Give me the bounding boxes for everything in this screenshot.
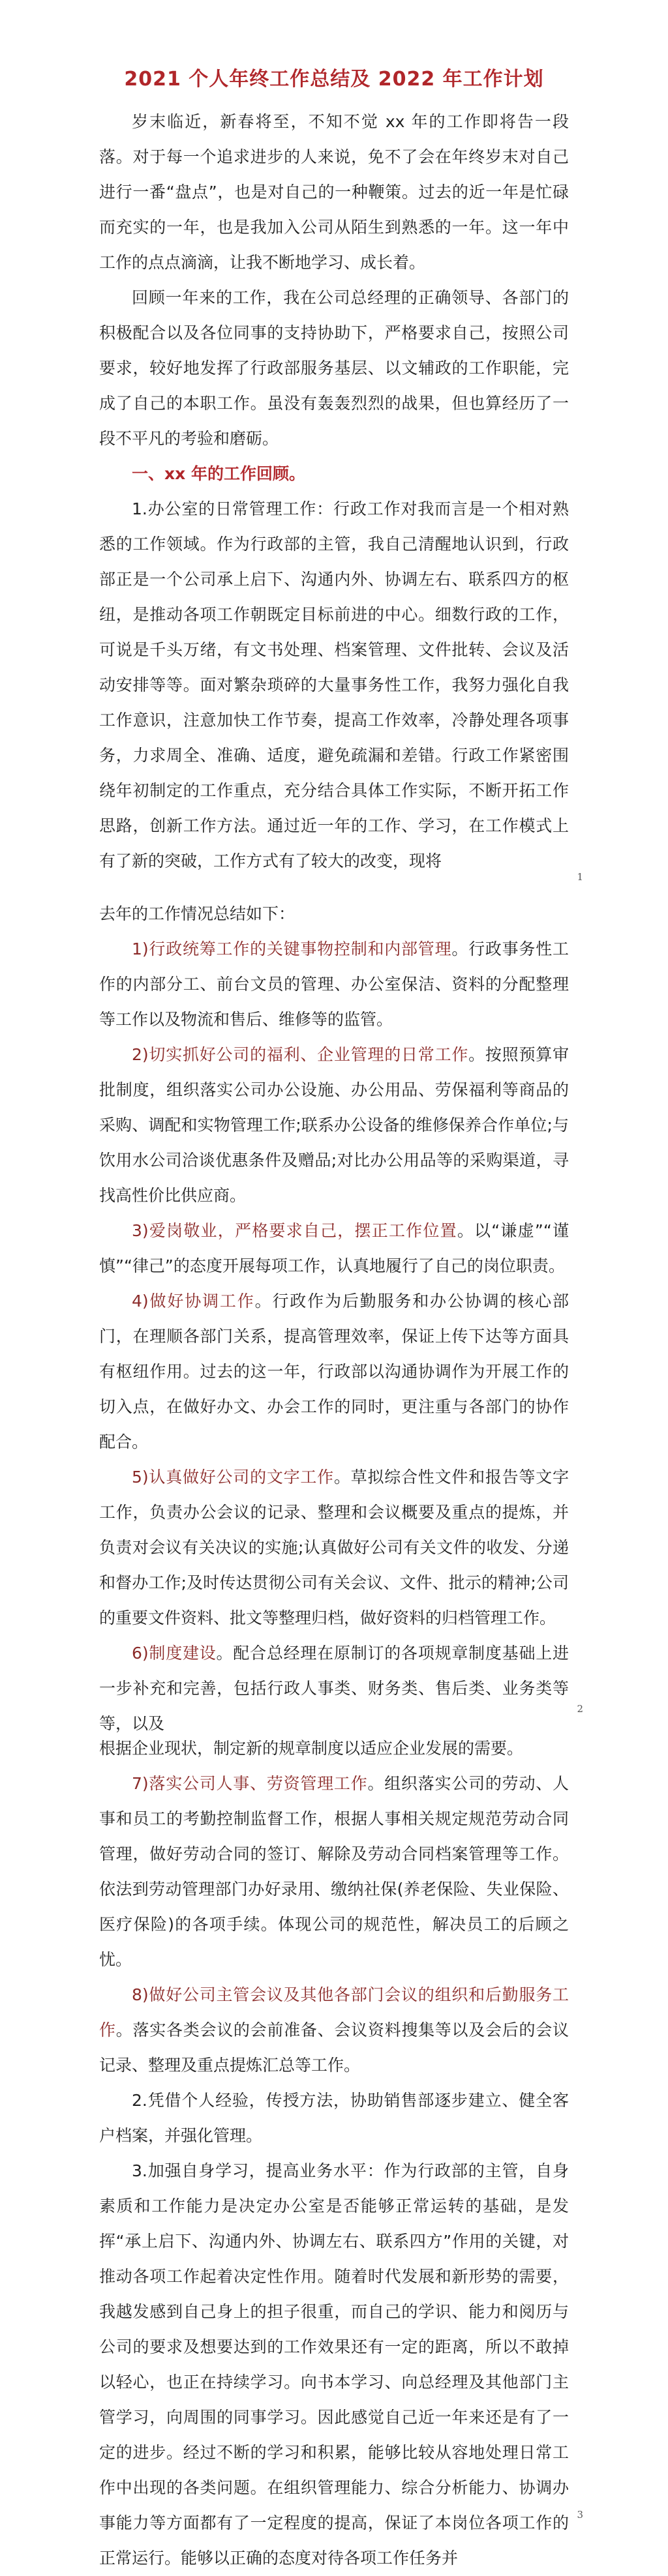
subitem-7-text: 。组织落实公司的劳动、人事和员工的考勤控制监督工作，根据人事相关规定规范劳动合同管理，做好劳动合同的签订、解除及劳动合同档案管理等工作。依法到劳动管理部门办好录用、缴纳社保(养老保险、失业保险、医疗保险)的各项手续。体现公司的规范性，解决员工的后顾之忧。 (99, 1774, 569, 1969)
subitem-8-label: 8)做好公司主管会议及其他各部门会议的组织和后勤服务工作 (99, 1985, 569, 2039)
page-1-body (99, 104, 569, 879)
item-1-paragraph: 1.办公室的日常管理工作：行政工作对我而言是一个相对熟悉的工作领域。作为行政部的主管，我自己清醒地认识到，行政部正是一个公司承上启下、沟通内外、协调左右、联系四方的枢纽，是推动各项工作朝既定目标前进的中心。细数行政的工作，可说是千头万绪，有文书处理、档案管理、文件批转、会议及活动安排等等。面对繁杂琐碎的大量事务性工作，我努力强化自我工作意识，注意加快工作节奏，提高工作效率，冷静处理各项事务，力求周全、准确、适度，避免疏漏和差错。行政工作紧密围绕年初制定的工作重点，充分结合具体工作实际，不断开拓工作思路，创新工作方法。通过近一年的工作、学习，在工作模式上有了新的突破，工作方式有了较大的改变，现将 (99, 499, 569, 870)
item-2-paragraph: 2.凭借个人经验，传授方法，协助销售部逐步建立、健全客户档案，并强化管理。 (99, 2091, 569, 2145)
subitem-8-text: 。落实各类会议的会前准备、会议资料搜集等以及会后的会议记录、整理及重点提炼汇总等工作。 (99, 2021, 569, 2075)
subitem-6-label: 6)制度建设 (132, 1644, 217, 1663)
subitem-2 (99, 1037, 569, 1213)
subitem-4 (99, 1284, 569, 1460)
item-3-paragraph: 3.加强自身学习，提高业务水平：作为行政部的主管，自身素质和工作能力是决定办公室是否能够正常运转的基础，是发挥“承上启下、沟通内外、协调左右、联系四方”作用的关键，对推动各项工作起着决定性作用。随着时代发展和新形势的需要，我越发感到自己身上的担子很重，而自己的学识、能力和阅历与公司的要求及想要达到的工作效果还有一定的距离，所以不敢掉以轻心，也正在持续学习。向书本学习、向总经理及其他部门主管学习，向周围的同事学习。因此感觉自己近一年来还是有了一定的进步。经过不断的学习和积累，能够比较从容地处理日常工作中出现的各类问题。在组织管理能力、综合分析能力、协调办事能力等方面都有了一定程度的提高，保证了本岗位各项工作的正常运行。能够以正确的态度对待各项工作任务并 (99, 2161, 569, 2568)
page-number-1: 1 (577, 871, 583, 883)
subitem-1 (99, 932, 569, 1037)
subitem-1-label: 1)行政统筹工作的关键事物控制和内部管理 (132, 940, 452, 958)
subitem-5-text: 。草拟综合性文件和报告等文字工作，负责办公会议的记录、整理和会议概要及重点的提炼，并负责对会议有关决议的实施;认真做好公司有关文件的收发、分递和督办工作;及时传达贯彻公司有关会议、文件、批示的精神;公司的重要文件资料、批文等整理归档，做好资料的归档管理工作。 (99, 1468, 569, 1627)
page-2-lead: 去年的工作情况总结如下： (99, 904, 296, 923)
section-1-heading: 一、xx 年的工作回顾。 (132, 464, 305, 483)
page-3-body (99, 1731, 569, 2576)
subitem-2-label: 2)切实抓好公司的福利、企业管理的日常工作 (132, 1045, 469, 1064)
intro-paragraph-1: 岁末临近，新春将至，不知不觉 xx 年的工作即将告一段落。对于每一个追求进步的人来说，免不了会在年终岁末对自己进行一番“盘点”，也是对自己的一种鞭策。过去的近一年是忙碌而充实的一年，也是我加入公司从陌生到熟悉的一年。这一年中工作的点点滴滴，让我不断地学习、成长着。 (99, 112, 569, 272)
subitem-2-text: 。按照预算审批制度，组织落实公司办公设施、办公用品、劳保福利等商品的采购、调配和实物管理工作;联系办公设备的维修保养合作单位;与饮用水公司洽谈优惠条件及赠品;对比办公用品等的采购渠道，寻找高性价比供应商。 (99, 1045, 569, 1205)
subitem-3 (99, 1213, 569, 1284)
subitem-5-label: 5)认真做好公司的文字工作 (132, 1468, 334, 1487)
page-number-2: 2 (577, 1703, 583, 1715)
subitem-4-text: 。行政作为后勤服务和办公协调的核心部门，在理顺各部门关系，提高管理效率，保证上传下达等方面具有枢纽作用。过去的这一年，行政部以沟通协调作为开展工作的切入点，在做好办文、办会工作的同时，更注重与各部门的协作配合。 (99, 1292, 569, 1451)
page-3-lead: 根据企业现状，制定新的规章制度以适应企业发展的需要。 (99, 1739, 524, 1758)
subitem-7-label: 7)落实公司人事、劳资管理工作 (132, 1774, 368, 1793)
subitem-8 (99, 1977, 569, 2083)
document-title: 2021 个人年终工作总结及 2022 年工作计划 (124, 68, 544, 91)
subitem-5 (99, 1460, 569, 1636)
subitem-6 (99, 1636, 569, 1741)
subitem-1-text: 。行政事务性工作的内部分工、前台文员的管理、办公室保洁、资料的分配整理等工作以及物流和售后、维修等的监管。 (99, 940, 569, 1029)
page-2-body (99, 896, 569, 1741)
subitem-4-label: 4)做好协调工作 (132, 1292, 255, 1310)
subitem-6-text: 。配合总经理在原制订的各项规章制度基础上进一步补充和完善，包括行政人事类、财务类、售后类、业务类等等，以及 (99, 1644, 569, 1733)
subitem-3-text: 。以“谦虚”“谨慎”“律己”的态度开展每项工作，认真地履行了自己的岗位职责。 (99, 1221, 569, 1275)
page-number-3: 3 (577, 2509, 583, 2521)
subitem-3-label: 3)爱岗敬业，严格要求自己，摆正工作位置 (132, 1221, 457, 1240)
subitem-7 (99, 1766, 569, 1977)
intro-paragraph-2: 回顾一年来的工作，我在公司总经理的正确领导、各部门的积极配合以及各位同事的支持协助下，严格要求自己，按照公司要求，较好地发挥了行政部服务基层、以文辅政的工作职能，完成了自己的本职工作。虽没有轰轰烈烈的战果，但也算经历了一段不平凡的考验和磨砺。 (99, 288, 569, 448)
